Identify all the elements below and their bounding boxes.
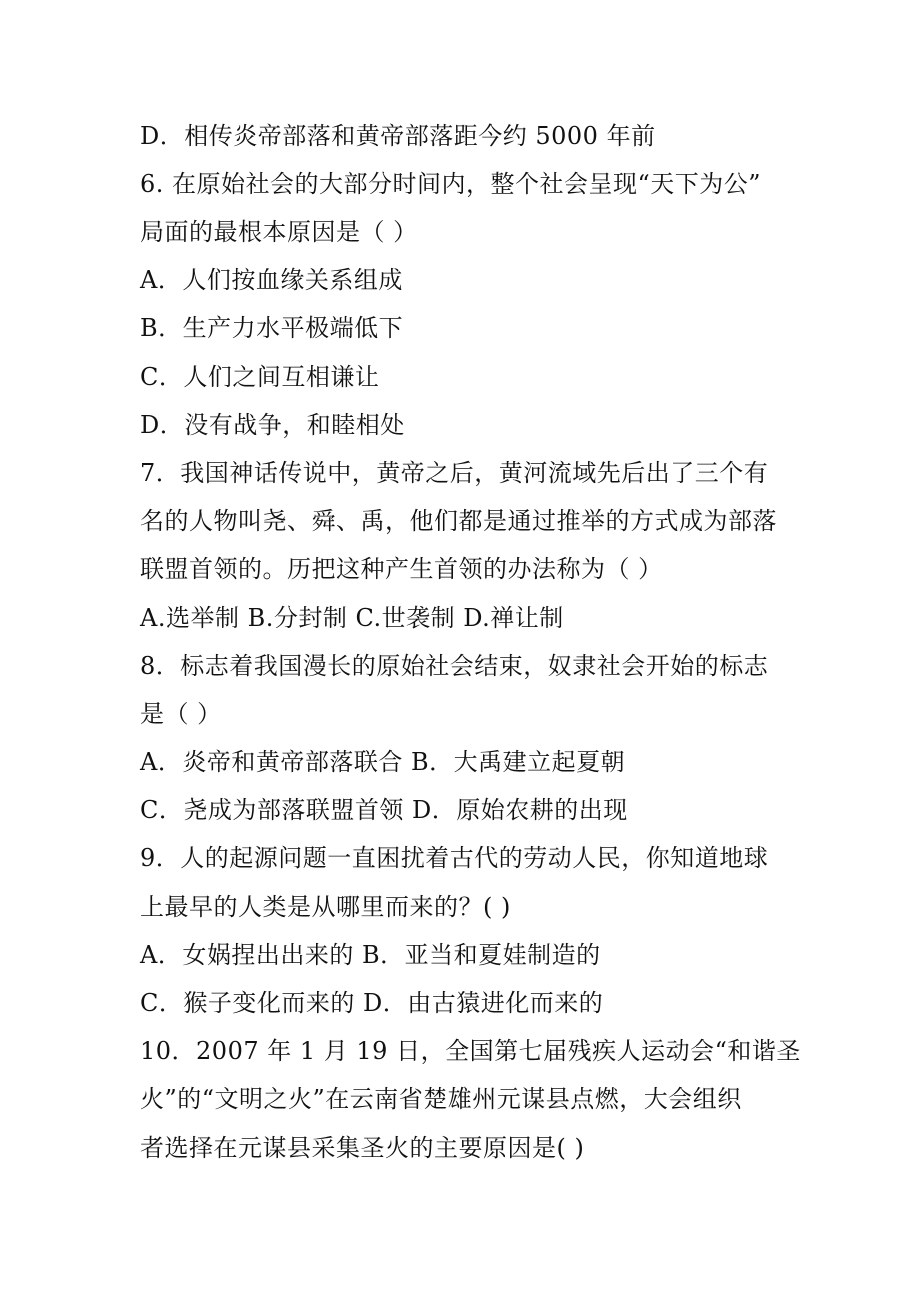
options-8-cd: C．尧成为部落联盟首领 D．原始农耕的出现 bbox=[140, 796, 628, 824]
question-6-line-1: 6. 在原始社会的大部分时间内，整个社会呈现“天下为公” bbox=[140, 170, 762, 198]
question-10-line-2: 火”的“文明之火”在云南省楚雄州元谋县点燃，大会组织 bbox=[140, 1085, 742, 1113]
question-7-line-3: 联盟首领的。历把这种产生首领的办法称为（ ） bbox=[140, 555, 663, 583]
option-6d: D．没有战争，和睦相处 bbox=[140, 411, 405, 439]
option-5d: D．相传炎帝部落和黄帝部落距今约 5000 年前 bbox=[140, 122, 656, 150]
options-9-ab: A．女娲捏出出来的 B．亚当和夏娃制造的 bbox=[140, 941, 601, 969]
option-6a: A．人们按血缘关系组成 bbox=[140, 266, 403, 294]
question-10-line-1: 10．2007 年 1 月 19 日，全国第七届残疾人运动会“和谐圣 bbox=[140, 1037, 801, 1065]
option-6c: C．人们之间互相谦让 bbox=[140, 363, 380, 391]
options-7: A.选举制 B.分封制 C.世袭制 D.禅让制 bbox=[140, 604, 564, 632]
option-6b: B．生产力水平极端低下 bbox=[140, 314, 404, 342]
question-7-line-1: 7．我国神话传说中，黄帝之后，黄河流域先后出了三个有 bbox=[140, 459, 769, 487]
question-6-line-2: 局面的最根本原因是（ ） bbox=[140, 218, 418, 246]
question-10-line-3: 者选择在元谋县采集圣火的主要原因是( ) bbox=[140, 1134, 585, 1162]
options-9-cd: C．猴子变化而来的 D．由古猿进化而来的 bbox=[140, 989, 604, 1017]
question-8-line-1: 8．标志着我国漫长的原始社会结束，奴隶社会开始的标志 bbox=[140, 652, 769, 680]
question-9-line-1: 9．人的起源问题一直困扰着古代的劳动人民，你知道地球 bbox=[140, 844, 769, 872]
question-8-line-2: 是（ ） bbox=[140, 700, 222, 728]
question-7-line-2: 名的人物叫尧、舜、禹，他们都是通过推举的方式成为部落 bbox=[140, 507, 777, 535]
options-8-ab: A．炎帝和黄帝部落联合 B．大禹建立起夏朝 bbox=[140, 748, 626, 776]
question-9-line-2: 上最早的人类是从哪里而来的？( ) bbox=[140, 893, 511, 921]
